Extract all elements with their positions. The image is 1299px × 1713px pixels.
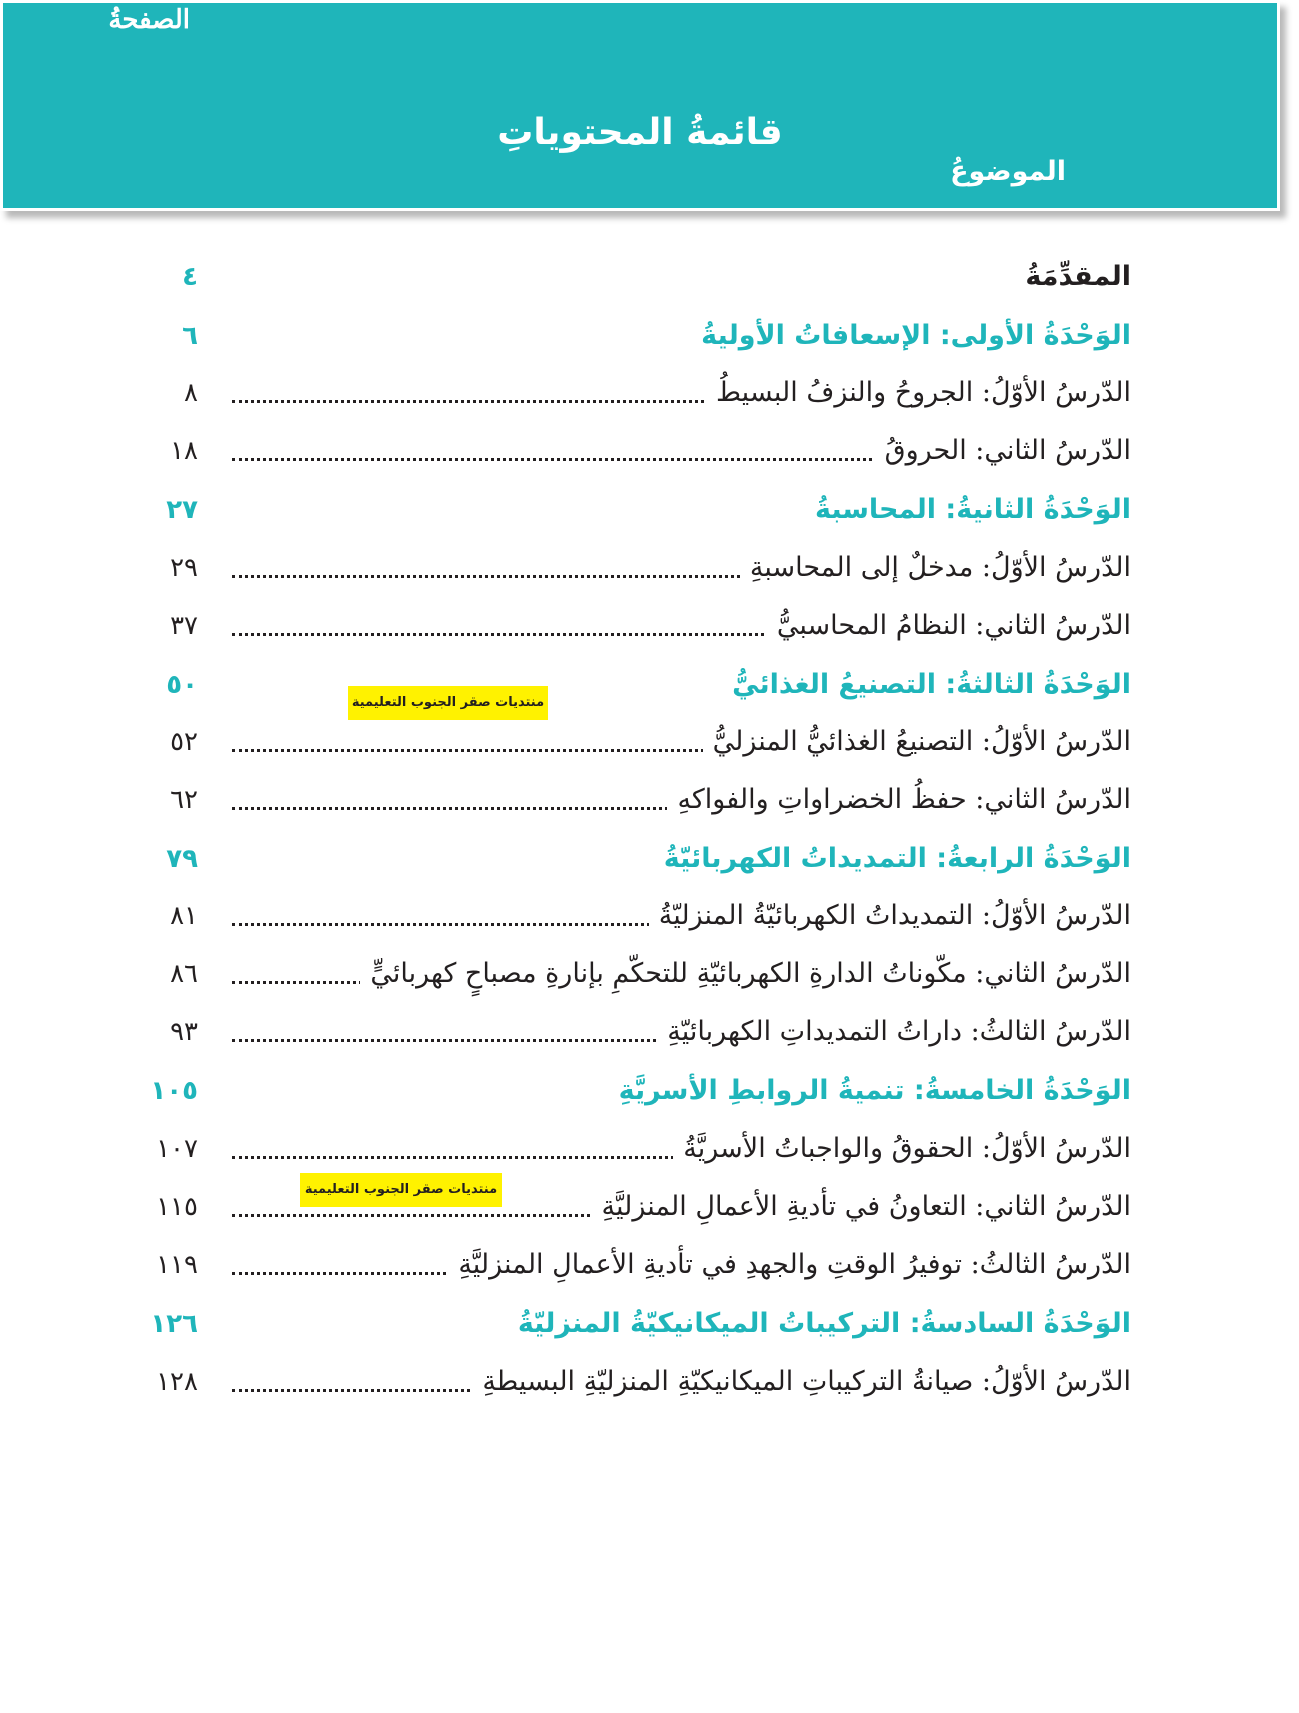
entry-page-number: ٣٧ (170, 611, 198, 641)
unit-row[interactable] (0, 1304, 1299, 1364)
entry-title: الدّرسُ الأوّلُ: الجروحُ والنزفُ البسيطُ (706, 373, 1131, 413)
header-band (0, 0, 1280, 211)
lesson-row[interactable] (0, 431, 1299, 491)
entry-title: الدّرسُ الثاني: الحروقُ (875, 431, 1131, 471)
lesson-row[interactable] (0, 548, 1299, 608)
entry-page-number: ١٠٥ (150, 1076, 198, 1106)
lesson-row[interactable] (0, 1012, 1299, 1072)
lesson-row[interactable] (0, 606, 1299, 666)
entry-title: الدّرسُ الثالثُ: توفيرُ الوقتِ والجهدِ في تأديةِ الأعمالِ المنزليَّةِ (448, 1245, 1131, 1285)
intro-row[interactable] (0, 257, 1299, 317)
entry-title: الدّرسُ الثالثُ: داراتُ التمديداتِ الكهربائيّةِ (657, 1012, 1131, 1052)
entry-title: الوَحْدَةُ الخامسةُ: تنميةُ الروابطِ الأسريَّةِ (609, 1071, 1131, 1111)
unit-row[interactable] (0, 1071, 1299, 1131)
entry-title: الدّرسُ الثاني: حفظُ الخضراواتِ والفواكهِ (667, 780, 1131, 820)
entry-title: الدّرسُ الأوّلُ: التمديداتُ الكهربائيّةُ المنزليّةُ (649, 896, 1131, 936)
unit-row[interactable] (0, 490, 1299, 550)
entry-title: الوَحْدَةُ الثانيةُ: المحاسبةُ (805, 490, 1131, 530)
lesson-row[interactable] (0, 1245, 1299, 1305)
entry-page-number: ٢٩ (170, 553, 198, 583)
entry-page-number: ٨ (184, 378, 198, 408)
entry-title: الوَحْدَةُ الرابعةُ: التمديداتُ الكهربائيّةُ (654, 839, 1131, 879)
page-title: قائمةُ المحتوياتِ (497, 112, 783, 153)
entry-title: الدّرسُ الأوّلُ: التصنيعُ الغذائيُّ المنزليُّ (703, 722, 1131, 762)
entry-title: الدّرسُ الأوّلُ: صيانةُ التركيباتِ الميكانيكيّةِ المنزليّةِ البسيطةِ (472, 1362, 1131, 1402)
unit-row[interactable] (0, 839, 1299, 899)
lesson-row[interactable] (0, 954, 1299, 1014)
lesson-row[interactable] (0, 1187, 1299, 1247)
topic-column-label: الموضوعُ (950, 156, 1066, 187)
entry-title: الدّرسُ الأوّلُ: مدخلٌ إلى المحاسبةِ (740, 548, 1131, 588)
lesson-row[interactable] (0, 722, 1299, 782)
entry-page-number: ٨١ (170, 901, 198, 931)
entry-title: الوَحْدَةُ الثالثةُ: التصنيعُ الغذائيُّ (722, 665, 1131, 705)
entry-page-number: ١٢٨ (156, 1367, 198, 1397)
lesson-row[interactable] (0, 1129, 1299, 1189)
entry-title: الدّرسُ الثاني: التعاونُ في تأديةِ الأعمالِ المنزليَّةِ (592, 1187, 1131, 1227)
watermark-stamp: منتديات صقر الجنوب التعليمية (348, 686, 548, 720)
lesson-row[interactable] (0, 896, 1299, 956)
entry-title: الدّرسُ الأوّلُ: الحقوقُ والواجباتُ الأسريَّةُ (673, 1129, 1131, 1169)
entry-page-number: ٧٩ (166, 844, 198, 874)
entry-title: المقدِّمَةُ (1015, 257, 1131, 297)
entry-page-number: ٦٢ (170, 785, 198, 815)
unit-row[interactable] (0, 316, 1299, 376)
page-column-label: الصفحةُ (108, 5, 190, 35)
unit-row[interactable] (0, 665, 1299, 725)
entry-page-number: ١١٥ (156, 1192, 198, 1222)
lesson-row[interactable] (0, 780, 1299, 840)
entry-page-number: ٥٠ (166, 670, 198, 700)
entry-page-number: ٢٧ (166, 495, 198, 525)
entry-page-number: ١١٩ (156, 1250, 198, 1280)
entry-page-number: ١٢٦ (150, 1309, 198, 1339)
watermark-stamp: منتديات صقر الجنوب التعليمية (300, 1173, 502, 1207)
entry-page-number: ١٠٧ (156, 1134, 198, 1164)
entry-page-number: ٦ (182, 321, 198, 351)
entry-title: الوَحْدَةُ الأولى: الإسعافاتُ الأوليةُ (691, 316, 1131, 356)
entry-page-number: ١٨ (170, 436, 198, 466)
entry-title: الوَحْدَةُ السادسةُ: التركيباتُ الميكانيكيّةُ المنزليّةُ (508, 1304, 1131, 1344)
entry-page-number: ٤ (182, 262, 198, 292)
entry-page-number: ٥٢ (170, 727, 198, 757)
entry-page-number: ٨٦ (170, 959, 198, 989)
lesson-row[interactable] (0, 1362, 1299, 1422)
entry-title: الدّرسُ الثاني: النظامُ المحاسبيُّ (767, 606, 1131, 646)
entry-page-number: ٩٣ (170, 1017, 198, 1047)
lesson-row[interactable] (0, 373, 1299, 433)
entry-title: الدّرسُ الثاني: مكّوناتُ الدارةِ الكهربائيّةِ للتحكّمِ بإنارةِ مصباحٍ كهربائيٍّ (360, 954, 1131, 994)
